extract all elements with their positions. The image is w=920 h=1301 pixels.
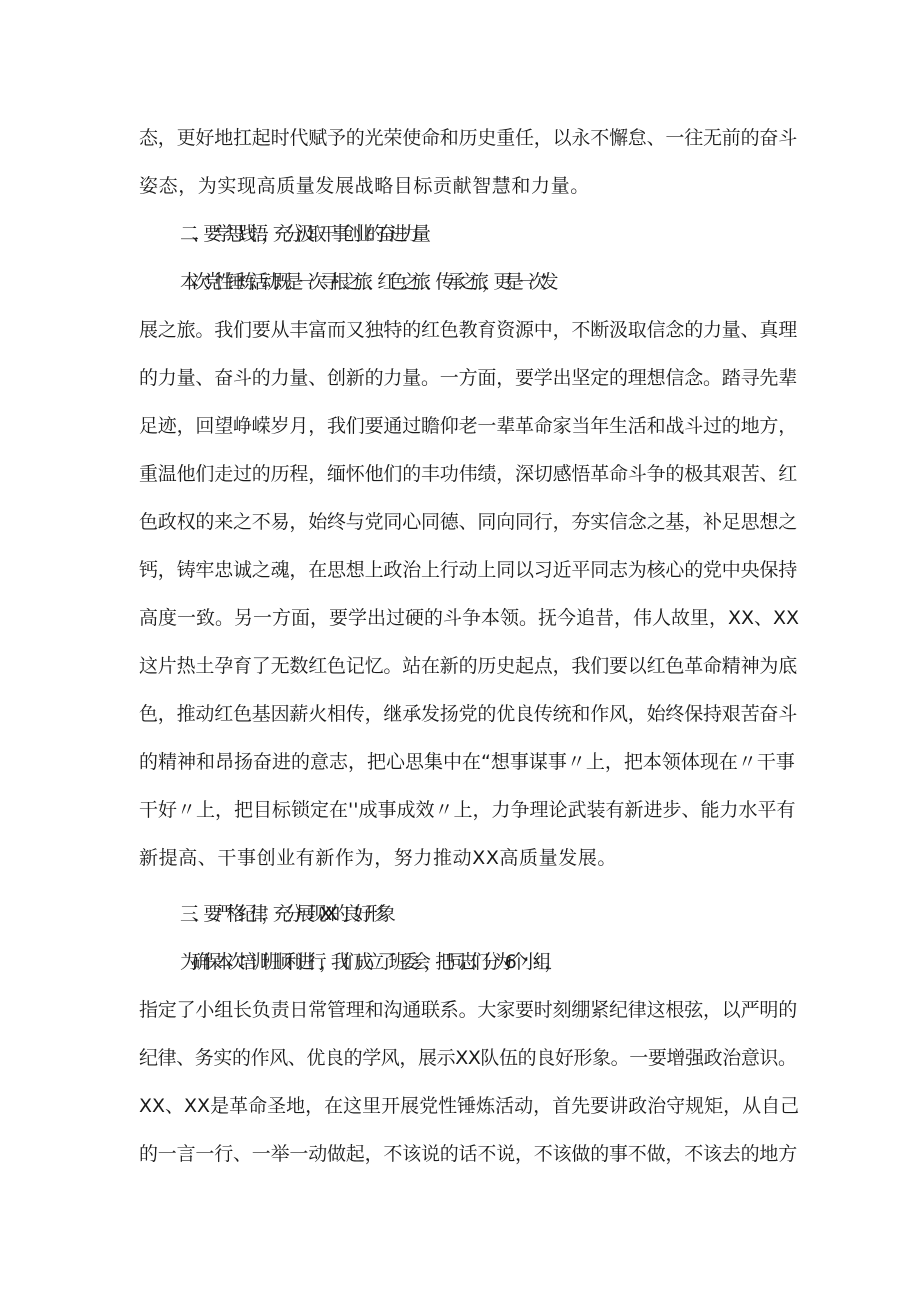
text-line: 的力量、奋斗的力量、创新的力量。一方面，要学出坚定的理想信念。踏寻先辈 <box>139 367 798 389</box>
text-line: 态，更好地扛起时代赋予的光荣使命和历史重任，以永不懈怠、一往无前的奋斗 <box>139 127 798 149</box>
text-line: 的精神和昂扬奋进的意志，把心思集中在“想事谋事〃上，把本领体现在〃干事 <box>139 751 795 773</box>
text-line: 重温他们走过的历程，缅怀他们的丰功伟绩，深切感悟革命斗争的极其艰苦、红 <box>139 463 798 485</box>
text-line: 姿态，为实现高质量发展战略目标贡献智慧和力量。 <box>139 175 590 197</box>
text-line: 的一言一行、一举一动做起，不该说的话不说，不该做的事不做，不该去的地方 <box>139 1143 798 1165</box>
text-line: 新提高、干事创业有新作为，努力推动XX高质量发展。 <box>139 847 618 869</box>
text-line: 纪律、务实的作风、优良的学风，展示XX队伍的良好形象。一要增强政治意识。 <box>139 1047 797 1069</box>
text-line: 本次党性锤炼活动既是一次寻根之旅、红色之旅、传承之旅，更是一次发 <box>180 271 552 293</box>
text-line: 高度一致。另一方面，要学出过硬的斗争本领。抚今追昔，伟人故里，XX、XX <box>139 607 800 629</box>
section-heading: 三、要严格纪律，充分展现XX的良好形象 <box>180 903 389 925</box>
text-line: 色政权的来之不易，始终与党同心同德、同向同行，夯实信念之基，补足思想之 <box>139 511 798 533</box>
text-line: 干好〃上，把目标锁定在''成事成效〃上，力争理论武装有新进步、能力水平有 <box>139 799 796 821</box>
text-line: 指定了小组长负责日常管理和沟通联系。大家要时刻绷紧纪律这根弦，以严明的 <box>139 999 798 1021</box>
section-heading: 二、要学思践悟，充分汲取干事创业的奋进力量 <box>180 223 424 245</box>
text-line: 展之旅。我们要从丰富而又独特的红色教育资源中，不断汲取信念的力量、真理 <box>139 319 798 341</box>
text-line: 为确保本次培训班顺利进行，我们成立了班委会，把同志们分为6个小组， <box>180 951 556 973</box>
text-line: 这片热土孕育了无数红色记忆。站在新的历史起点，我们要以红色革命精神为底 <box>139 655 798 677</box>
text-line: 钙，铸牢忠诚之魂，在思想上政治上行动上同以习近平同志为核心的党中央保持 <box>139 559 798 581</box>
text-line: 足迹，回望峥嵘岁月，我们要通过瞻仰老一辈革命家当年生活和战斗过的地方， <box>139 415 798 437</box>
text-line: XX、XX是革命圣地，在这里开展党性锤炼活动，首先要讲政治守规矩，从自己 <box>139 1095 800 1117</box>
text-line: 色，推动红色基因薪火相传，继承发扬党的优良传统和作风，始终保持艰苦奋斗 <box>139 703 798 725</box>
